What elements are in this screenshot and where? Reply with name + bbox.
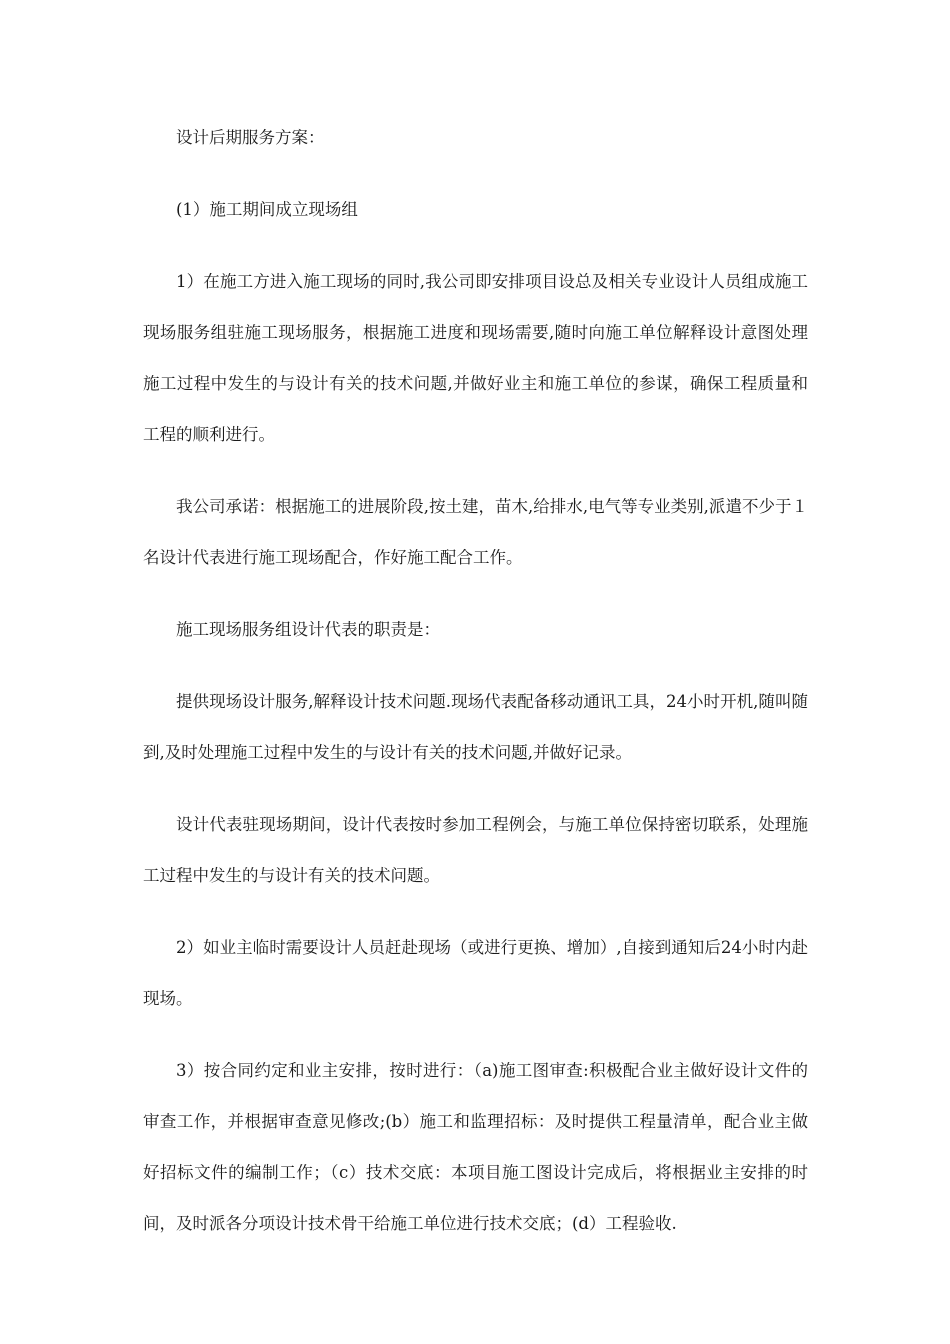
paragraph-commitment: 我公司承诺：根据施工的进展阶段,按土建，苗木,给排水,电气等专业类别,派遣不少于１名设计代表进行施工现场配合，作好施工配合工作。 — [143, 497, 808, 567]
paragraph-onsite-team: 1）在施工方进入施工现场的同时,我公司即安排项目设总及相关专业设计人员组成施工现场服务组驻施工现场服务，根据施工进度和现场需要,随时向施工单位解释设计意图处理施工过程中发生的与设计有关的技术问题,并做好业主和施工单位的参谋，确保工程质量和工程的顺利进行。 — [143, 272, 808, 444]
paragraph-contract-tasks: 3）按合同约定和业主安排，按时进行：（a)施工图审查:积极配合业主做好设计文件的审查工作，并根据审查意见修改;(b）施工和监理招标：及时提供工程量清单，配合业主做好招标文件的编制工作；（c）技术交底：本项目施工图设计完成后，将根据业主安排的时间，及时派各分项设计技术骨干给施工单位进行技术交底；(d）工程验收. — [143, 1061, 808, 1233]
paragraph-onsite-service: 提供现场设计服务,解释设计技术问题.现场代表配备移动通讯工具，24小时开机,随叫随到,及时处理施工过程中发生的与设计有关的技术问题,并做好记录。 — [143, 692, 808, 762]
section-title: 设计后期服务方案： — [176, 128, 325, 147]
paragraph-duties-heading: 施工现场服务组设计代表的职责是： — [176, 620, 440, 639]
paragraph-site-meetings: 设计代表驻现场期间，设计代表按时参加工程例会，与施工单位保持密切联系，处理施工过程中发生的与设计有关的技术问题。 — [143, 815, 808, 885]
subsection-heading: (1）施工期间成立现场组 — [176, 200, 358, 219]
document-page — [143, 112, 808, 1270]
paragraph-emergency-dispatch: 2）如业主临时需要设计人员赶赴现场（或进行更换、增加）,自接到通知后24小时内赴现场。 — [143, 938, 808, 1008]
